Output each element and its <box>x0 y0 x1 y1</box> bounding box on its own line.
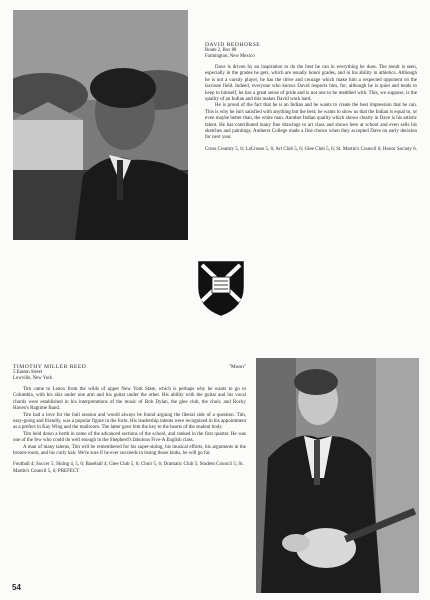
student-nickname: "Moon" <box>228 364 246 370</box>
bio-paragraph: Tim had a love for the bull session and would always be found arguing the liberal side of a question. Tim, easy-going and friendly, was a popular figure in the form. His leadership talents were recognized in his appointment as a prefect in Kay Wing and the mailroom. The latter gave him the key to the hearts of the student body. <box>13 412 246 431</box>
activities-list: Cross Country 5, 6; LaCrosse 5, 6; Art Club 5, 6; Glee Club 5, 6; St. Martin's Council 6; Honor Society 6. <box>205 146 417 152</box>
portrait-photo-graphic <box>13 10 188 240</box>
portrait-photo-graphic <box>256 358 419 593</box>
student-name: TIMOTHY MILLER REED <box>13 364 87 370</box>
bio-paragraph: Dave is driven by an inspiration to do the best he can in everything he does. The result is seen, especially in the grades he gets, which are usually honor grades, and in his ability in athletics. Although he is not a varsity player, he has the drive and courage which make him a respected opponent on the lacrosse field. Indeed, everyone who knows David respects him, for, although he is quiet and tends to keep to himself, he has a great sense of pride and is not one to be meddled with. This, we suppose, is the quality of an Indian and this makes David work hard. <box>205 65 417 103</box>
address-line: Route 2, Box 88 <box>205 48 237 54</box>
address-line: Farmington, New Mexico <box>205 54 255 60</box>
bio-david-redhorse <box>205 42 417 153</box>
portrait-david-redhorse <box>13 10 188 240</box>
address-line: 5 Easton Street <box>13 370 43 376</box>
bio-paragraph: A man of many talents, Tim will be remembered for his super-skiing, his musical efforts, his arguments in the broom-room, and his curly hair. We're sure if he ever succeeds in losing those kinks, he will go far. <box>13 444 246 457</box>
activities-list: Football 4; Soccer 5; Skiing 4, 5, 6; Baseball 4; Glee Club 5, 6; Choir 5, 6; Dramatic Club 5; Student Council 5; St. Martin's Council 5, 6; PREFECT <box>13 462 244 474</box>
bio-paragraph: He is proud of the fact that he is an Indian and he wants to create the best impression that he can. This is why he isn't satisfied with anything but the best; he wants to show us that the Indian is equal to, or even maybe better than, the white man. Another Indian quality which shows clearly in Dave is his artistic talent. He has contributed many fine drawings to art class and shows here at school and even sells his sketches and paintings. Amherst College made a fine choice when they accepted Dave on early decision for next year. <box>205 103 417 141</box>
bio-timothy-miller-reed <box>13 364 246 475</box>
school-crest <box>196 259 246 317</box>
student-name: DAVID REDHORSE <box>205 42 261 48</box>
bio-paragraph: Tim held down a berth in some of the advanced sections of the school, and ranked in the first quarter. He was one of the few who could do well enough in the Shepherd's fabulous Five-A English class. <box>13 431 246 444</box>
page-number: 54 <box>12 583 21 592</box>
bio-paragraph: Tim came to Lenox from the wilds of upper New York State, which is perhaps why he wants to go to Columbia, with his skis under one arm and his guitar under the other. His ability with the guitar and his vocal chords were established in his interpretations of the music of Bob Dylan, the glee club, the choir, and Rocky Haven's Ragtime Band. <box>13 387 246 412</box>
shield-icon <box>196 259 246 317</box>
portrait-timothy-miller-reed <box>256 358 419 593</box>
address-line: Lowville, New York <box>13 376 53 382</box>
